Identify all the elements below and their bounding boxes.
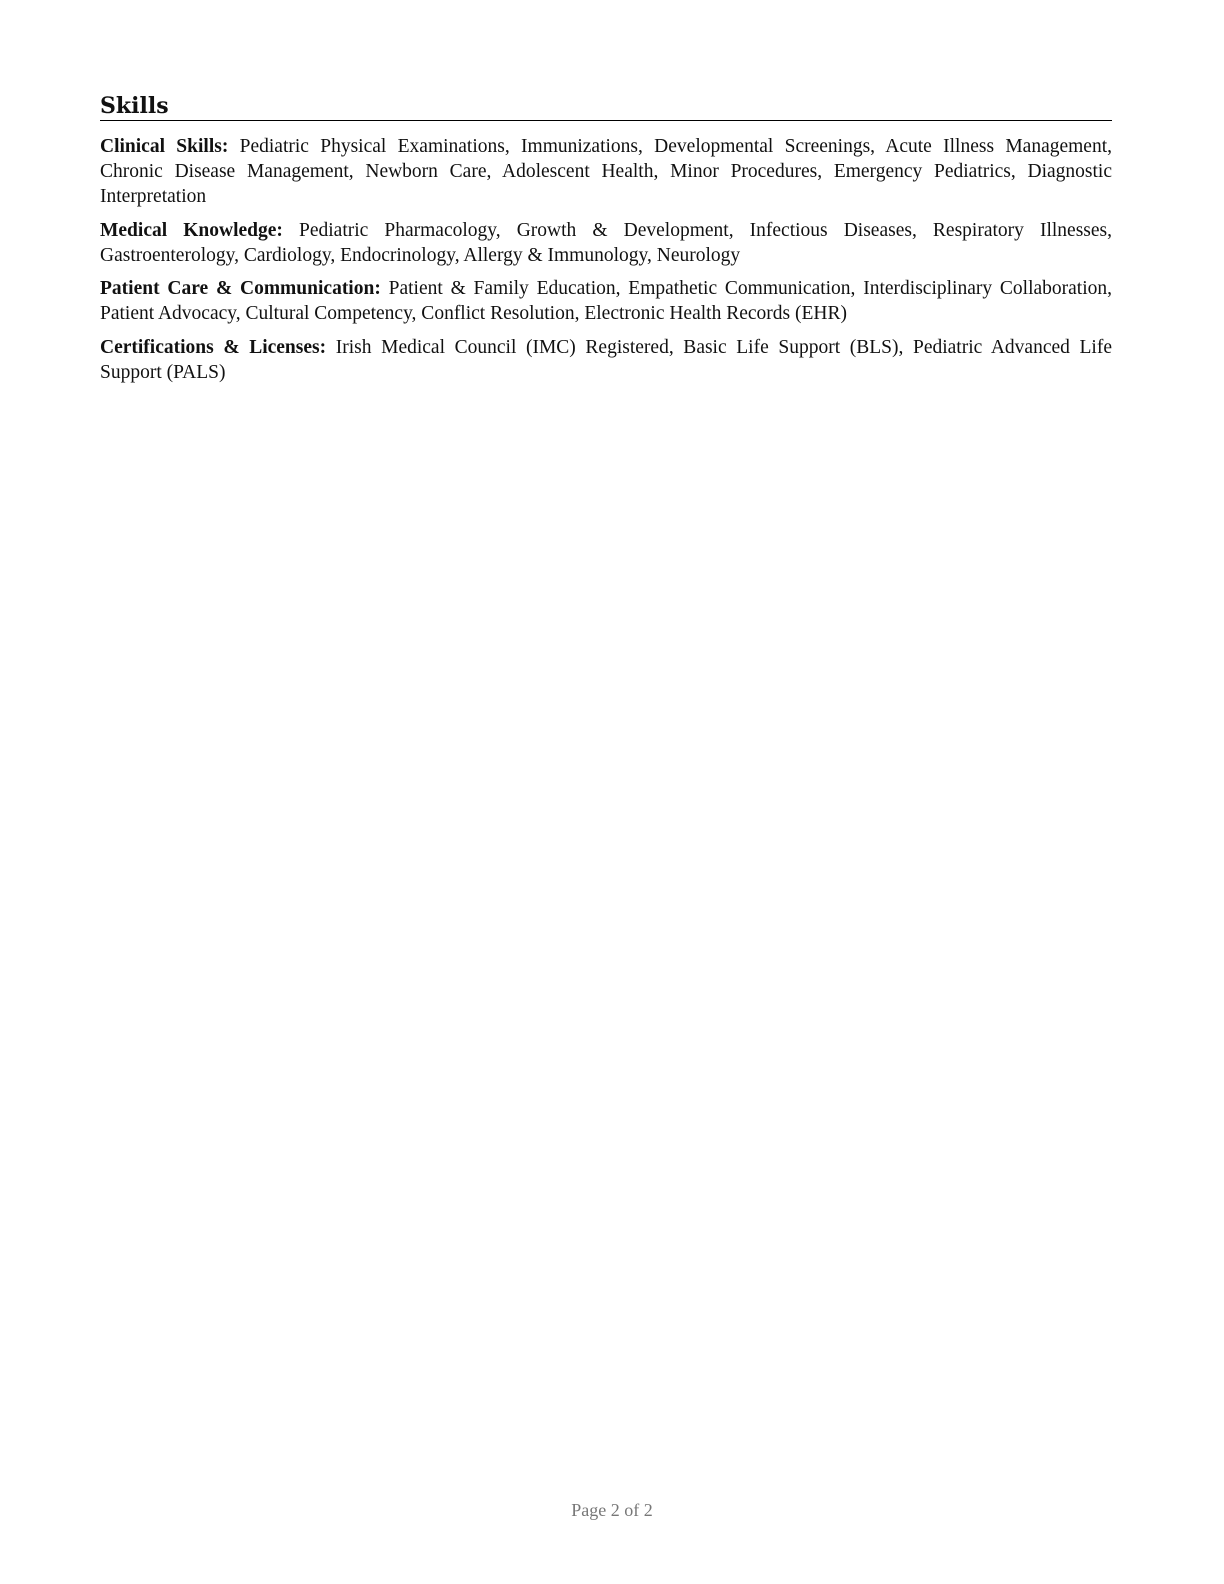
section-title-skills: Skills xyxy=(100,92,1112,121)
skill-label: Patient Care & Communication: xyxy=(100,278,381,299)
skill-text: Pediatric Pharmacology, Growth & Development, Infectious Diseases, Respiratory Illnesses, Gastroenterology, Cardiology, Endocrinology, Allergy & Immunology, Neurology xyxy=(100,219,1113,266)
skill-line-medical-knowledge xyxy=(100,218,1112,268)
skill-text: Irish Medical Council (IMC) Registered, Basic Life Support (BLS), Pediatric Advanced Life Support (PALS) xyxy=(100,336,1112,383)
resume-page xyxy=(100,92,1112,393)
skill-label: Medical Knowledge: xyxy=(100,219,283,241)
skill-label: Clinical Skills: xyxy=(100,136,229,157)
skill-line-patient-care xyxy=(100,276,1112,326)
skill-line-certifications xyxy=(100,335,1112,385)
page-number: Page 2 of 2 xyxy=(571,1500,653,1520)
skill-label: Certifications & Licenses: xyxy=(100,336,327,358)
skill-text: Pediatric Physical Examinations, Immunizations, Developmental Screenings, Acute Illness Management, Chronic Disease Management, Newborn Care, Adolescent Health, Minor Procedures, Emergency Pediatrics, Diagnostic Interpretation xyxy=(100,136,1112,207)
skill-text: Patient & Family Education, Empathetic Communication, Interdisciplinary Collaboration, Patient Advocacy, Cultural Competency, Conflict Resolution, Electronic Health Records (EHR) xyxy=(100,278,1113,324)
skills-list xyxy=(100,134,1112,385)
skill-line-clinical xyxy=(100,134,1112,209)
